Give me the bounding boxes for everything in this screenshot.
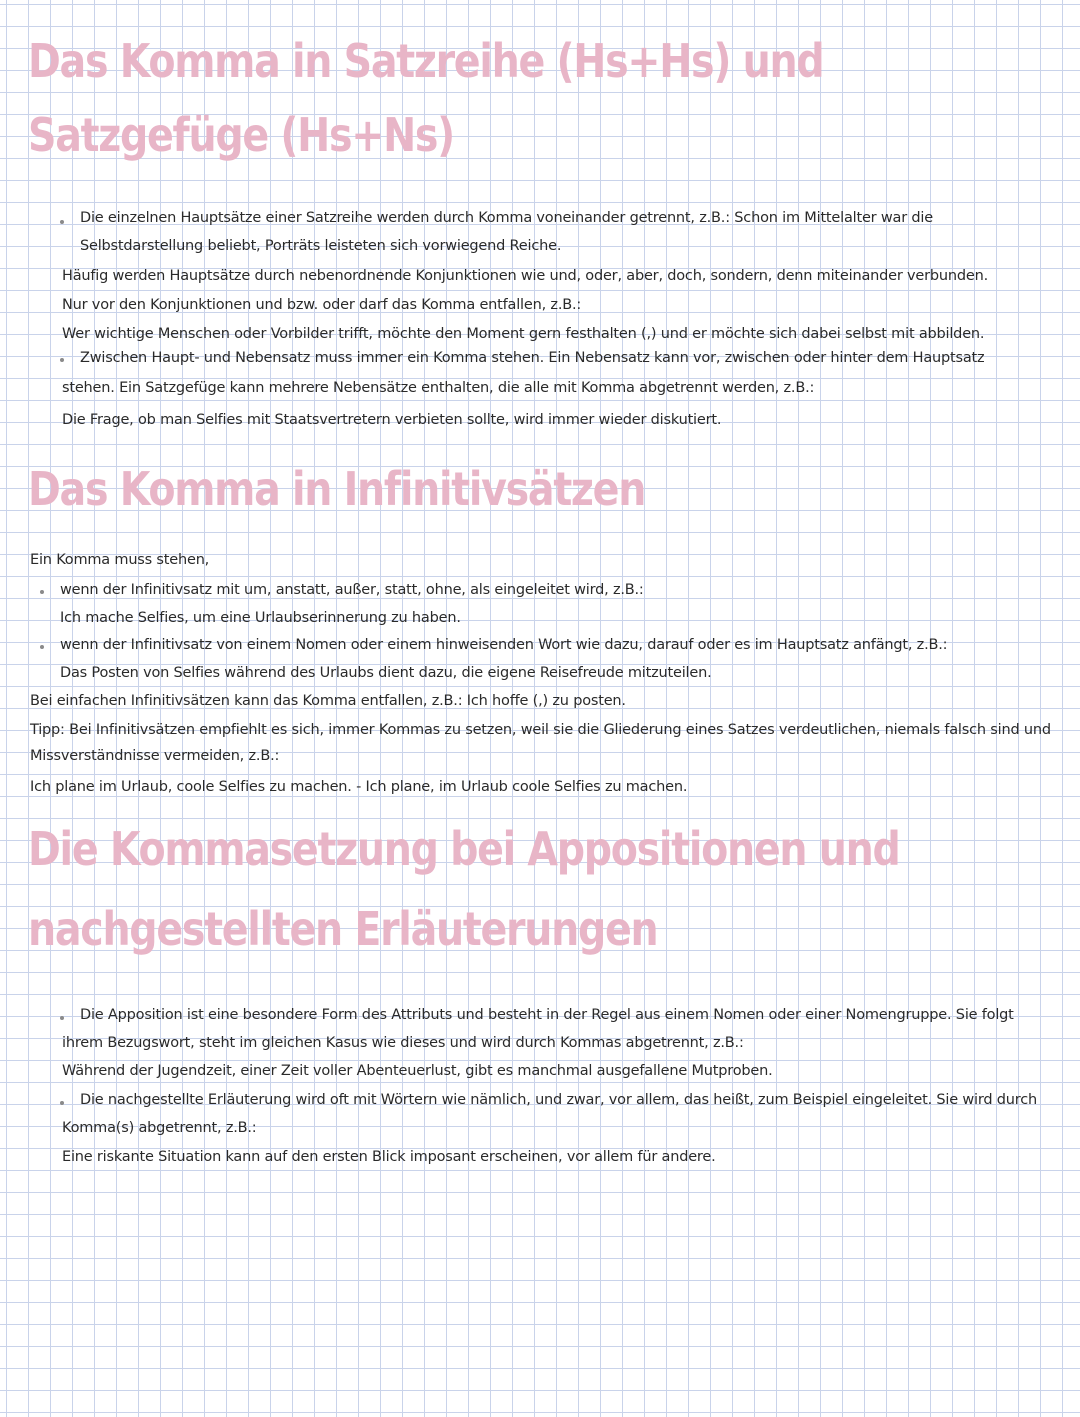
section2-line: Das Posten von Selfies während des Urlaubs dient dazu, die eigene Reisefreude mitzuteilen. [60,665,712,681]
bullet-marker [40,645,44,649]
section2-line: Ich plane im Urlaub, coole Selfies zu machen. - Ich plane, im Urlaub coole Selfies zu machen. [30,779,688,795]
section3-line: ihrem Bezugswort, steht im gleichen Kasus wie dieses und wird durch Kommas abgetrennt, z.B.: [62,1035,744,1051]
section1-line: Häufig werden Hauptsätze durch nebenordnende Konjunktionen wie und, oder, aber, doch, sondern, denn miteinander verbunden. [62,268,989,284]
section3-line: Die nachgestellte Erläuterung wird oft mit Wörtern wie nämlich, und zwar, vor allem, das heißt, zum Beispiel eingeleitet. Sie wird durch [80,1092,1037,1108]
section2-line: Ich mache Selfies, um eine Urlaubserinnerung zu haben. [60,610,461,626]
section3-line: Die Apposition ist eine besondere Form des Attributs und besteht in der Regel aus einem Nomen oder einer Nomengruppe. Sie folgt [80,1007,1014,1023]
section1-heading-line1: Das Komma in Satzreihe (Hs+Hs) und [28,34,824,88]
section2-line: Ein Komma muss stehen, [30,552,210,568]
section3-line: Während der Jugendzeit, einer Zeit voller Abenteuerlust, gibt es manchmal ausgefallene Mutproben. [62,1063,773,1079]
section2-line: wenn der Infinitivsatz von einem Nomen oder einem hinweisenden Wort wie dazu, darauf oder es im Hauptsatz anfängt, z.B.: [60,637,948,653]
section2-line: Tipp: Bei Infinitivsätzen empfiehlt es sich, immer Kommas zu setzen, weil sie die Gliederung eines Satzes verdeutlichen, niemals falsch sind und [30,722,1051,738]
section2-heading: Das Komma in Infinitivsätzen [28,462,646,516]
bullet-marker [40,590,44,594]
bullet-marker [60,1101,64,1105]
section1-line: Die einzelnen Hauptsätze einer Satzreihe werden durch Komma voneinander getrennt, z.B.: Schon im Mittelalter war die [80,210,933,226]
section1-line: stehen. Ein Satzgefüge kann mehrere Nebensätze enthalten, die alle mit Komma abgetrennt werden, z.B.: [62,380,815,396]
section1-line: Wer wichtige Menschen oder Vorbilder trifft, möchte den Moment gern festhalten (,) und er möchte sich dabei selbst mit abbilden. [62,326,985,342]
section3-line: Komma(s) abgetrennt, z.B.: [62,1120,257,1136]
section1-line: Zwischen Haupt- und Nebensatz muss immer ein Komma stehen. Ein Nebensatz kann vor, zwischen oder hinter dem Hauptsatz [80,350,985,366]
section2-line: Bei einfachen Infinitivsätzen kann das Komma entfallen, z.B.: Ich hoffe (,) zu posten. [30,693,626,709]
section3-heading-line1: Die Kommasetzung bei Appositionen und [28,822,900,876]
section3-heading-line2: nachgestellten Erläuterungen [28,902,658,956]
section2-line: wenn der Infinitivsatz mit um, anstatt, außer, statt, ohne, als eingeleitet wird, z.B.: [60,582,644,598]
bullet-marker [60,220,64,224]
section1-line: Selbstdarstellung beliebt, Porträts leisteten sich vorwiegend Reiche. [80,238,562,254]
bullet-marker [60,1016,64,1020]
section1-line: Nur vor den Konjunktionen und bzw. oder darf das Komma entfallen, z.B.: [62,297,582,313]
section1-heading-line2: Satzgefüge (Hs+Ns) [28,108,454,162]
section3-line: Eine riskante Situation kann auf den ersten Blick imposant erscheinen, vor allem für andere. [62,1149,716,1165]
bullet-marker [60,358,64,362]
section1-line: Die Frage, ob man Selfies mit Staatsvertretern verbieten sollte, wird immer wieder diskutiert. [62,412,722,428]
section2-line: Missverständnisse vermeiden, z.B.: [30,748,280,764]
